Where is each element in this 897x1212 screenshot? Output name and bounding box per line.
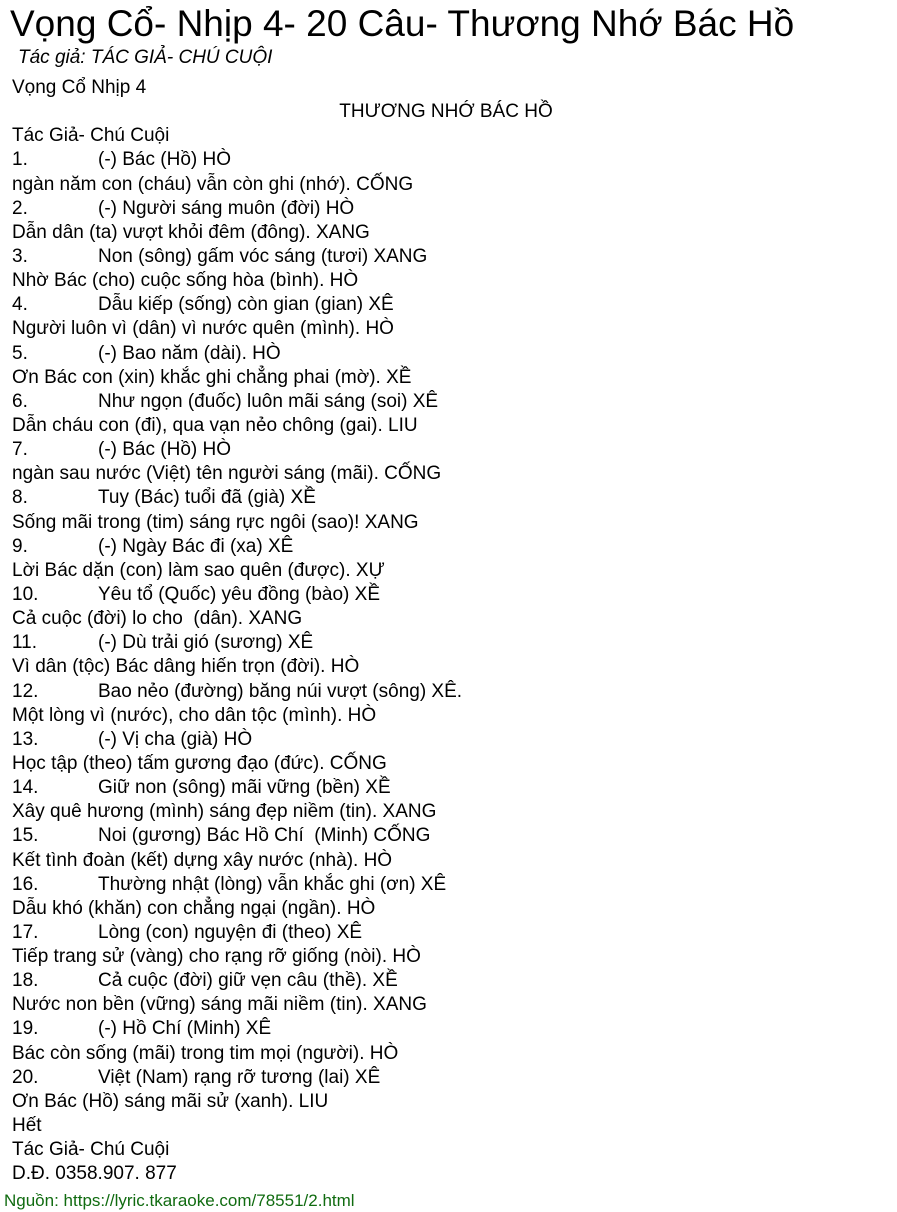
verse-line-b: Người luôn vì (dân) vì nước quên (mình). HÒ [12, 318, 394, 340]
verse-line-a [12, 969, 892, 993]
author-line: Tác giả: TÁC GIẢ- CHÚ CUỘI [18, 47, 273, 68]
verse-number: 18. [12, 970, 39, 992]
verse-number: 9. [12, 535, 28, 557]
verse-line-b: Xây quê hương (mình) sáng đẹp niềm (tin). XANG [12, 801, 437, 823]
song-title: THƯƠNG NHỚ BÁC HỒ [339, 101, 553, 123]
verse-line-b: Tiếp trang sử (vàng) cho rạng rỡ giống (nòi). HÒ [12, 946, 421, 968]
verse-line-b: Ơn Bác con (xin) khắc ghi chẳng phai (mờ). XỀ [12, 366, 412, 388]
verse-number: 11. [12, 632, 38, 654]
verse-text-a: Như ngọn (đuốc) luôn mãi sáng (soi) XÊ [98, 390, 439, 412]
verse-text-a: Lòng (con) nguyện đi (theo) XÊ [98, 921, 363, 943]
song-genre: Vọng Cổ Nhịp 4 [12, 77, 147, 98]
verse-number: 19. [12, 1018, 39, 1040]
verse-text-a: (-) Ngày Bác đi (xa) XÊ [98, 535, 294, 557]
verse-line-a [12, 728, 892, 752]
verse-line-b: Ơn Bác (Hồ) sáng mãi sử (xanh). LIU [12, 1090, 329, 1112]
verse-number: 16. [12, 873, 39, 895]
verse-text-a: (-) Hồ Chí (Minh) XÊ [98, 1018, 272, 1040]
verse-line-a [12, 631, 892, 655]
verse-line-b: Học tập (theo) tấm gương đạo (đức). CỐNG [12, 752, 387, 774]
footer-author: Tác Giả- Chú Cuội [12, 1139, 170, 1161]
verse-line-b: Dẫn cháu con (đi), qua vạn nẻo chông (gai). LIU [12, 414, 418, 436]
verse-text-a: (-) Bác (Hồ) HÒ [98, 149, 231, 171]
verse-text-a: (-) Dù trải gió (sương) XÊ [98, 632, 314, 654]
verse-line-b: Sống mãi trong (tim) sáng rực ngôi (sao)! XANG [12, 511, 419, 533]
verse-line-a [12, 873, 892, 897]
lyrics-body [12, 76, 892, 1186]
verse-text-a: Noi (gương) Bác Hồ Chí (Minh) CỐNG [98, 825, 431, 847]
verse-line-a [12, 824, 892, 848]
verse-line-a [12, 1066, 892, 1090]
verse-line-a [12, 197, 892, 221]
verse-number: 6. [12, 390, 28, 412]
source-link[interactable]: Nguồn: https://lyric.tkaraoke.com/78551/2.html [4, 1191, 355, 1210]
end-marker: Hết [12, 1115, 42, 1137]
verse-line-b: ngàn sau nước (Việt) tên người sáng (mãi). CỐNG [12, 463, 442, 485]
verse-number: 12. [12, 680, 39, 702]
verse-line-b: Dẫu khó (khăn) con chẳng ngại (ngần). HÒ [12, 897, 376, 919]
verse-line-a [12, 776, 892, 800]
verse-text-a: Việt (Nam) rạng rỡ tương (lai) XÊ [98, 1066, 381, 1088]
verse-number: 15. [12, 825, 39, 847]
verse-number: 17. [12, 921, 39, 943]
verse-number: 13. [12, 728, 39, 750]
verse-line-a [12, 680, 892, 704]
verse-line-b: Dẫn dân (ta) vượt khỏi đêm (đông). XANG [12, 221, 370, 243]
verse-line-a [12, 486, 892, 510]
verse-text-a: Yêu tổ (Quốc) yêu đồng (bào) XỀ [98, 583, 380, 605]
verse-line-a [12, 342, 892, 366]
song-author: Tác Giả- Chú Cuội [12, 125, 170, 147]
verse-line-a [12, 535, 892, 559]
verse-number: 7. [12, 439, 28, 461]
verse-text-a: (-) Bao năm (dài). HÒ [98, 342, 281, 364]
footer-phone: D.Đ. 0358.907. 877 [12, 1163, 177, 1185]
verse-line-a [12, 583, 892, 607]
verse-text-a: Thường nhật (lòng) vẫn khắc ghi (ơn) XÊ [98, 873, 447, 895]
verse-line-a [12, 245, 892, 269]
verse-number: 10. [12, 583, 39, 605]
verse-number: 4. [12, 294, 28, 316]
verse-line-b: Nhờ Bác (cho) cuộc sống hòa (bình). HÒ [12, 270, 359, 292]
verse-text-a: Non (sông) gấm vóc sáng (tươi) XANG [98, 245, 428, 267]
verse-number: 1. [12, 149, 28, 171]
verse-line-b: Bác còn sống (mãi) trong tim mọi (người). HÒ [12, 1042, 399, 1064]
verse-line-b: Lời Bác dặn (con) làm sao quên (được). XỰ [12, 559, 385, 581]
verse-line-a [12, 921, 892, 945]
verse-number: 3. [12, 245, 28, 267]
verse-text-a: Dẫu kiếp (sống) còn gian (gian) XÊ [98, 294, 394, 316]
verse-number: 14. [12, 777, 39, 799]
verse-line-b: Kết tình đoàn (kết) dựng xây nước (nhà). HÒ [12, 849, 393, 871]
verse-line-b: Nước non bền (vững) sáng mãi niềm (tin). XANG [12, 994, 427, 1016]
verse-text-a: (-) Vị cha (già) HÒ [98, 728, 253, 750]
verse-line-b: Cả cuộc (đời) lo cho (dân). XANG [12, 608, 303, 630]
verse-text-a: (-) Bác (Hồ) HÒ [98, 439, 231, 461]
verse-text-a: (-) Người sáng muôn (đời) HÒ [98, 197, 355, 219]
verse-line-a [12, 148, 892, 172]
verse-number: 2. [12, 197, 28, 219]
verse-text-a: Bao nẻo (đường) băng núi vượt (sông) XÊ. [98, 680, 463, 702]
verse-line-a [12, 293, 892, 317]
verse-line-b: ngàn năm con (cháu) vẫn còn ghi (nhớ). CỐNG [12, 173, 414, 195]
verse-number: 8. [12, 487, 28, 509]
verse-line-a [12, 438, 892, 462]
page-title: Vọng Cổ- Nhịp 4- 20 Câu- Thương Nhớ Bác Hồ [10, 3, 795, 44]
verse-text-a: Tuy (Bác) tuổi đã (già) XỀ [98, 487, 316, 509]
verse-line-b: Vì dân (tộc) Bác dâng hiến trọn (đời). HÒ [12, 656, 360, 678]
verse-list [12, 148, 892, 1114]
verse-line-a [12, 390, 892, 414]
verse-line-a [12, 1017, 892, 1041]
verse-number: 5. [12, 342, 28, 364]
verse-number: 20. [12, 1066, 39, 1088]
verse-text-a: Giữ non (sông) mãi vững (bền) XỀ [98, 777, 391, 799]
verse-text-a: Cả cuộc (đời) giữ vẹn câu (thề). XỀ [98, 970, 398, 992]
verse-line-b: Một lòng vì (nước), cho dân tộc (mình). HÒ [12, 704, 377, 726]
